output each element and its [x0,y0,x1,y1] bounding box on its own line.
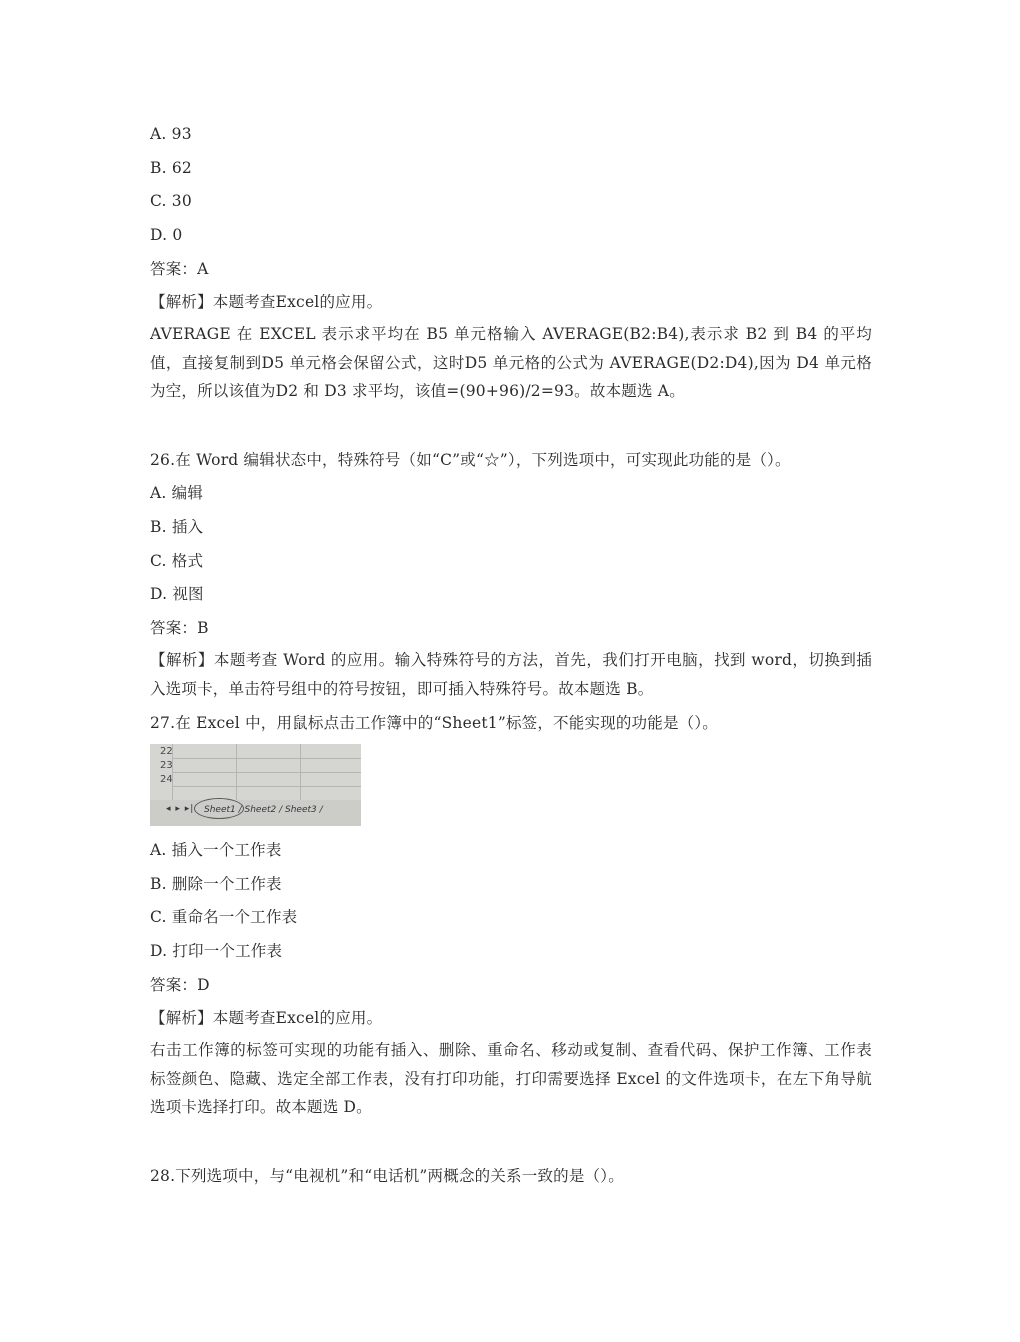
q27-analysis-heading: 【解析】本题考查Excel的应用。 [150,1009,383,1027]
grid-line [172,772,361,773]
grid-line [172,786,361,787]
sheet-nav-arrows-icon: ◂ ▸ ▸| [166,804,195,814]
q27-option-a: A. 插入一个工作表 [150,841,282,859]
grid-line [236,744,237,802]
q26-option-d: D. 视图 [150,585,204,603]
q26-question: 26.在 Word 编辑状态中，特殊符号（如“C”或“☆”），下列选项中，可实现此功能的是（）。 [150,451,791,469]
row-number: 22 [160,746,173,757]
q26-option-c: C. 格式 [150,552,204,570]
sheet1-highlight-oval [194,798,244,819]
q28-question: 28.下列选项中，与“电视机”和“电话机”两概念的关系一致的是（）。 [150,1167,624,1185]
sheet-tabs: Sheet1 / Sheet2 / Sheet3 / [204,805,323,815]
q27-question: 27.在 Excel 中，用鼠标点击工作簿中的“Sheet1”标签，不能实现的功能是（）。 [150,714,719,732]
q26-option-b: B. 插入 [150,518,204,536]
row-number: 23 [160,760,173,771]
q25-option-d: D. 0 [150,226,183,244]
row-number: 24 [160,774,173,785]
q27-option-c: C. 重命名一个工作表 [150,908,298,926]
q27-option-d: D. 打印一个工作表 [150,942,283,960]
q27-option-b: B. 删除一个工作表 [150,875,282,893]
q25-option-b: B. 62 [150,159,192,177]
excel-sheet-tabs-figure [150,744,361,826]
q26-option-a: A. 编辑 [150,484,204,502]
q25-answer: 答案：A [150,260,209,278]
q25-option-a: A. 93 [150,125,192,143]
grid-line [300,744,301,802]
q27-answer: 答案：D [150,976,210,994]
q25-option-c: C. 30 [150,192,192,210]
q27-analysis-body: 右击工作簿的标签可实现的功能有插入、删除、重命名、移动或复制、查看代码、保护工作簿、工作表标签颜色、隐藏、选定全部工作表，没有打印功能，打印需要选择 Excel 的文件选项卡，在左下角导航选项卡选择打印。故本题选 D。 [150,1041,872,1116]
q26-analysis: 【解析】本题考查 Word 的应用。输入特殊符号的方法，首先，我们打开电脑，找到 word，切换到插入选项卡，单击符号组中的符号按钮，即可插入特殊符号。故本题选 B。 [150,651,872,698]
grid-line [172,758,361,759]
q25-analysis-heading: 【解析】本题考查Excel的应用。 [150,293,383,311]
q25-analysis-body: AVERAGE 在 EXCEL 表示求平均在 B5 单元格输入 AVERAGE(B2:B4),表示求 B2 到 B4 的平均值，直接复制到D5 单元格会保留公式，这时D5 单元格的公式为 AVERAGE(D2:D4),因为 D4 单元格为空，所以该值为D2 和 D3 求平均，该值=(90+96)/2=93。故本题选 A。 [150,325,872,400]
q26-answer: 答案：B [150,619,209,637]
